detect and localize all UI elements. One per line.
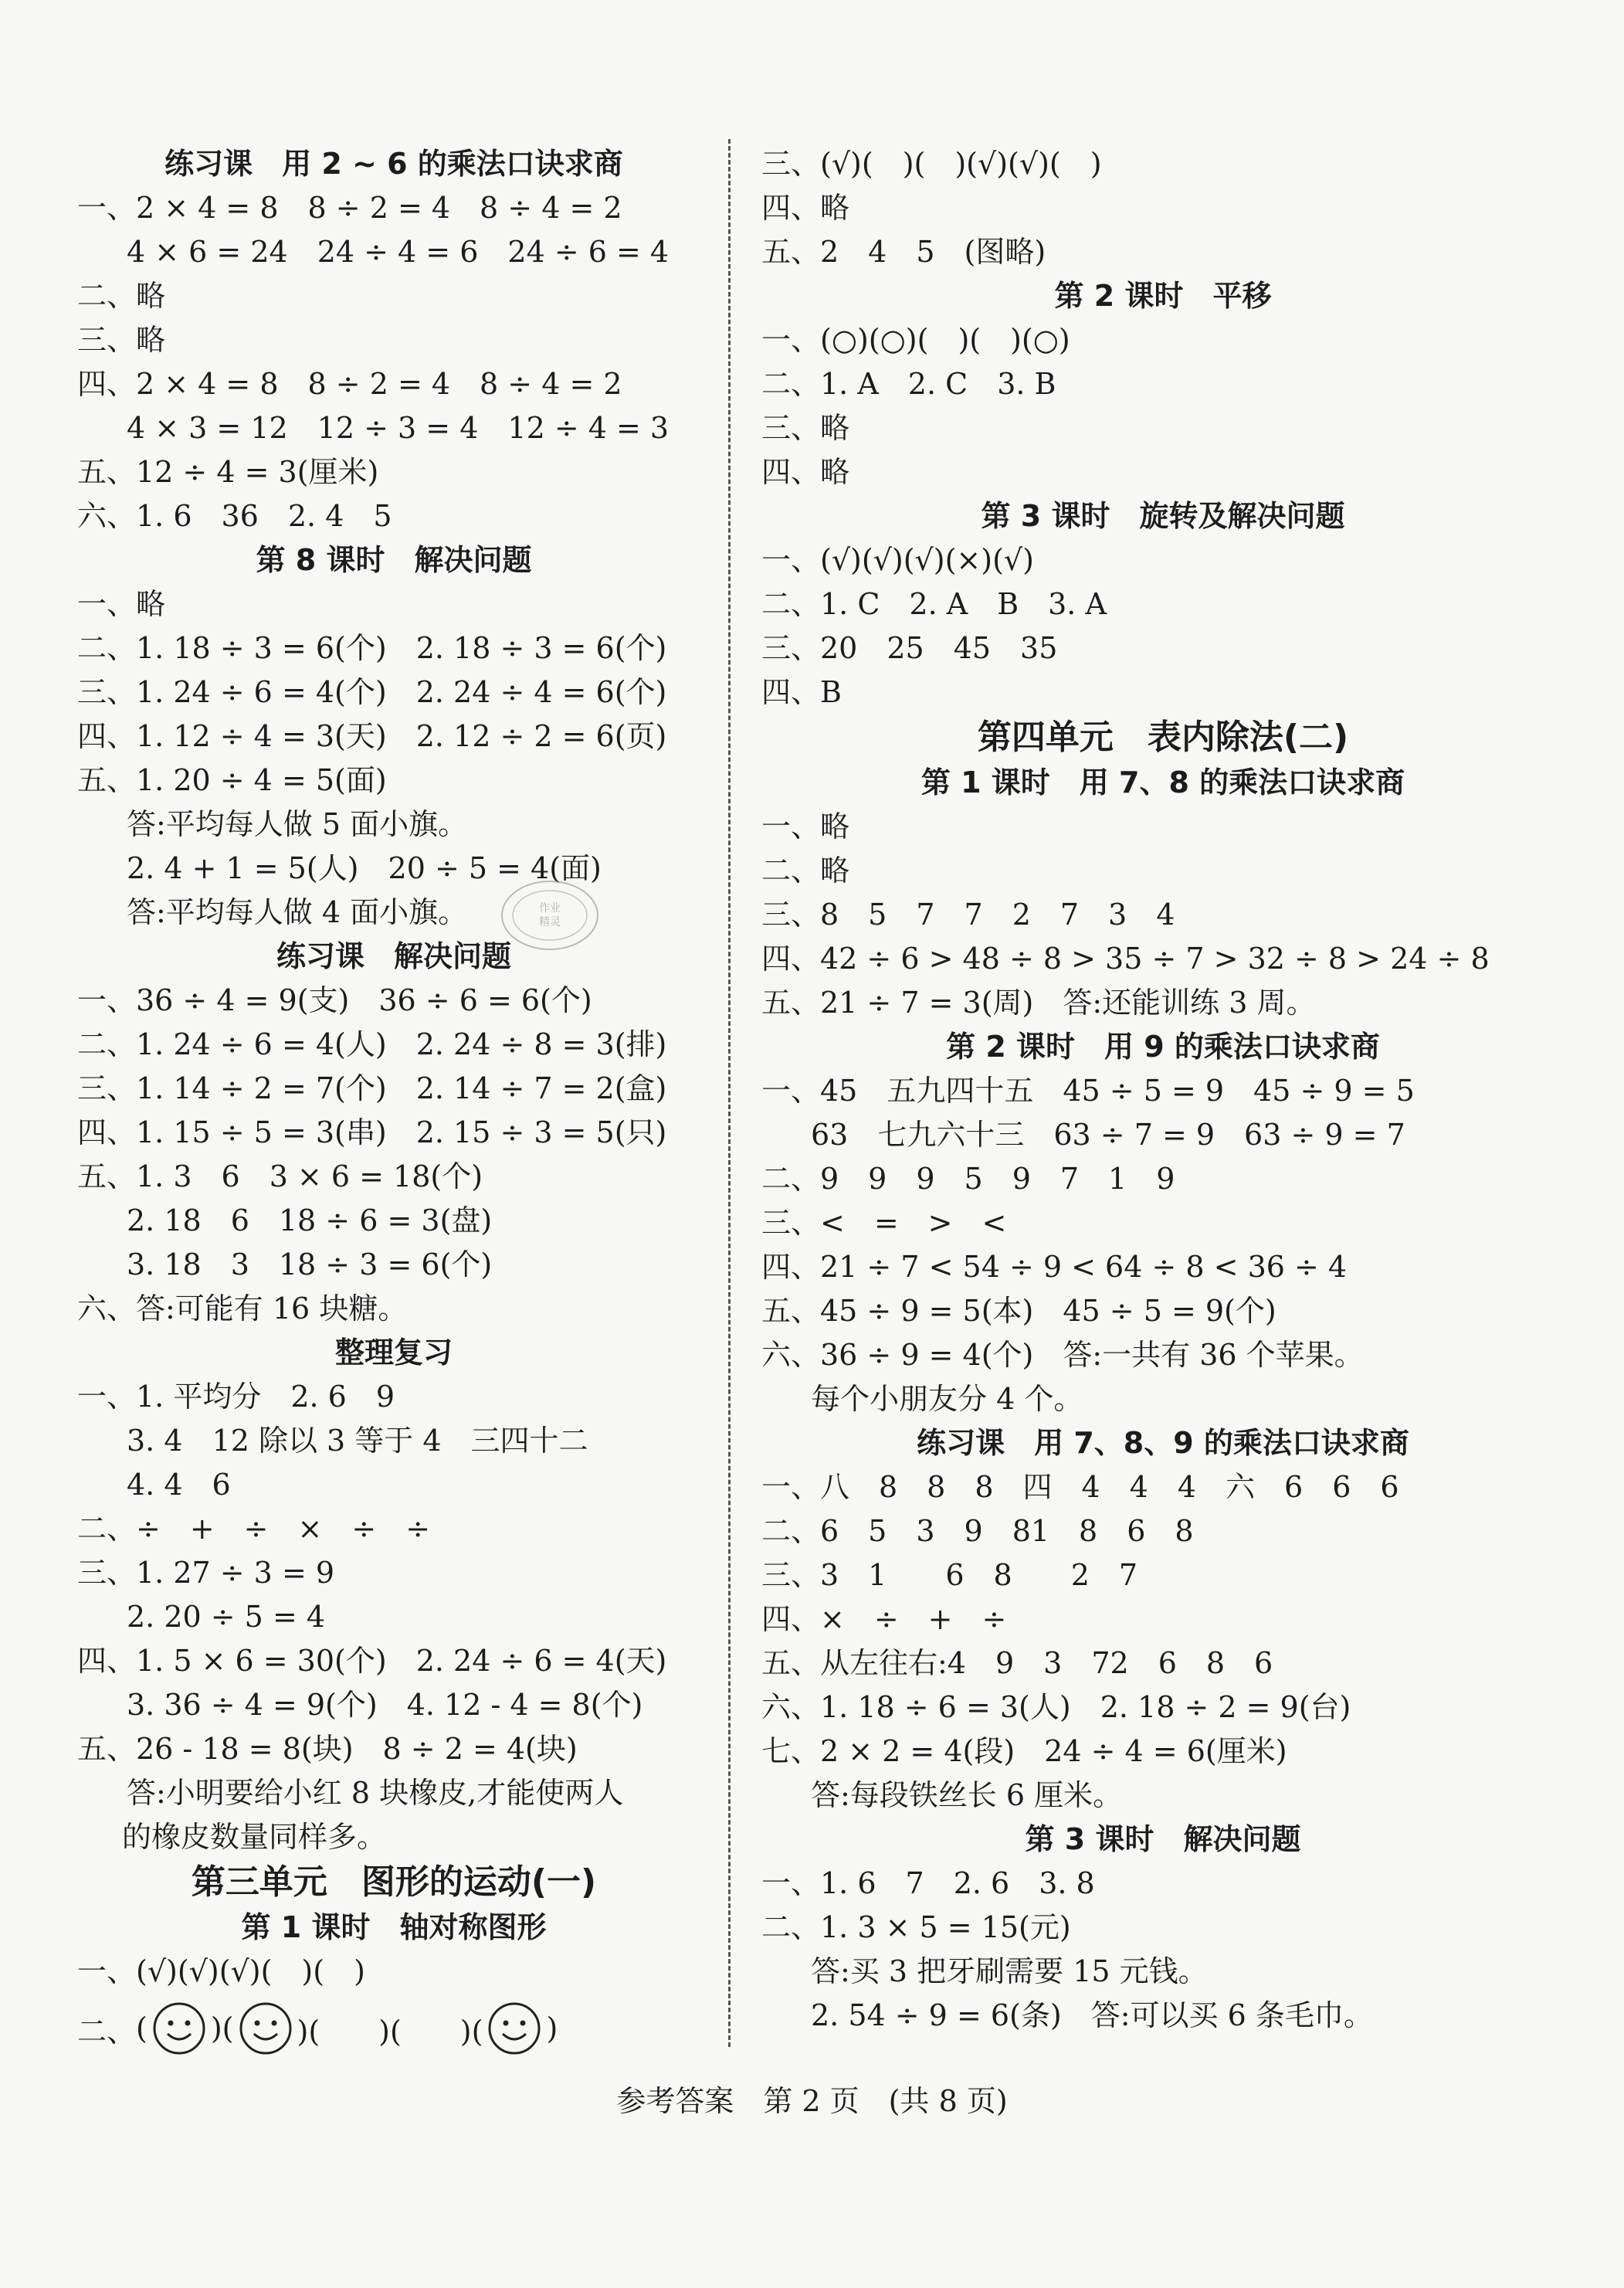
answer-line: 七、2 × 2 = 4(段) 24 ÷ 4 = 6(厘米)	[761, 1734, 1287, 1768]
svg-text:作业: 作业	[539, 902, 561, 915]
answer-line: 二、9 9 9 5 9 7 1 9	[761, 1162, 1175, 1196]
answer-line: 六、答:可能有 16 块糖。	[77, 1292, 408, 1326]
answer-line: 每个小朋友分 4 个。	[811, 1382, 1083, 1416]
answer-line: 一、2 × 4 = 8 8 ÷ 2 = 4 8 ÷ 4 = 2	[77, 191, 622, 225]
answer-line: 一、(√)(√)(√)(×)(√)	[761, 543, 1034, 577]
answer-line: 二、略	[77, 279, 166, 313]
answer-line: 二、1. 24 ÷ 6 = 4(人) 2. 24 ÷ 8 = 3(排)	[77, 1027, 667, 1061]
answer-line: 三、1. 24 ÷ 6 = 4(个) 2. 24 ÷ 4 = 6(个)	[77, 675, 667, 709]
answer-line: 一、(√)(√)(√)( )( )	[77, 1954, 365, 1988]
answer-line: 二、1. 18 ÷ 3 = 6(个) 2. 18 ÷ 3 = 6(个)	[77, 631, 667, 665]
answer-line: 4 × 3 = 12 12 ÷ 3 = 4 12 ÷ 4 = 3	[127, 411, 670, 445]
answer-line: 答:每段铁丝长 6 厘米。	[811, 1778, 1123, 1812]
section-heading: 第 8 课时 解决问题	[256, 543, 532, 577]
section-heading: 第 3 课时 旋转及解决问题	[981, 499, 1345, 533]
answer-line: 三、20 25 45 35	[761, 631, 1058, 665]
answer-line: 2. 18 6 18 ÷ 6 = 3(盘)	[127, 1203, 493, 1237]
answer-line: 3. 4 12 除以 3 等于 4 三四十二	[127, 1424, 588, 1458]
answer-line: 六、1. 18 ÷ 6 = 3(人) 2. 18 ÷ 2 = 9(台)	[761, 1690, 1351, 1724]
answer-line: 三、(√)( )( )(√)(√)( )	[761, 147, 1102, 181]
answer-line: 四、1. 15 ÷ 5 = 3(串) 2. 15 ÷ 3 = 5(只)	[77, 1115, 667, 1149]
answer-line: 一、1. 平均分 2. 6 9	[77, 1380, 395, 1414]
answer-line: 五、12 ÷ 4 = 3(厘米)	[77, 455, 379, 489]
answer-line: 2. 4 + 1 = 5(人) 20 ÷ 5 = 4(面)	[127, 851, 602, 885]
answer-line: 四、B	[761, 675, 842, 709]
answer-line: 四、42 ÷ 6 > 48 ÷ 8 > 35 ÷ 7 > 32 ÷ 8 > 24 ÷ 8	[761, 942, 1490, 976]
answer-line: 一、36 ÷ 4 = 9(支) 36 ÷ 6 = 6(个)	[77, 983, 592, 1017]
page-footer: 参考答案 第 2 页 (共 8 页)	[616, 2084, 1008, 2118]
answer-line: 4. 4 6	[127, 1468, 231, 1502]
answer-line: 四、2 × 4 = 8 8 ÷ 2 = 4 8 ÷ 4 = 2	[77, 367, 622, 401]
section-heading: 第 3 课时 解决问题	[1025, 1822, 1301, 1856]
answer-line: 3. 18 3 18 ÷ 3 = 6(个)	[127, 1248, 493, 1281]
smiley-face-icon	[152, 2001, 206, 2055]
answer-line: 二、6 5 3 9 81 8 6 8	[761, 1514, 1194, 1548]
section-heading: 第 2 课时 平移	[1054, 279, 1272, 313]
answer-line: 四、1. 12 ÷ 4 = 3(天) 2. 12 ÷ 2 = 6(页)	[77, 719, 667, 753]
answer-line: 2. 54 ÷ 9 = 6(条) 答:可以买 6 条毛巾。	[811, 1998, 1373, 2032]
unit-heading: 第四单元 表内除法(二)	[977, 718, 1349, 757]
answer-line: 答:小明要给小红 8 块橡皮,才能使两人	[127, 1776, 624, 1810]
answer-line: 答:平均每人做 4 面小旗。	[127, 895, 468, 929]
answer-line: 三、3 1 6 8 2 7	[761, 1558, 1138, 1592]
smiley-answer-row: 二、 ( )( )( )( )( )	[77, 1994, 710, 2063]
answer-line: 四、× ÷ + ÷	[761, 1602, 1007, 1636]
answer-line: 一、1. 6 7 2. 6 3. 8	[761, 1866, 1095, 1900]
smiley-face-icon	[487, 2001, 541, 2055]
section-heading: 整理复习	[334, 1336, 453, 1370]
answer-line: 二、1. A 2. C 3. B	[761, 367, 1056, 401]
answer-line: 五、45 ÷ 9 = 5(本) 45 ÷ 5 = 9(个)	[761, 1294, 1276, 1328]
row-prefix: 二、	[77, 2014, 137, 2049]
answer-line: 四、21 ÷ 7 < 54 ÷ 9 < 64 ÷ 8 < 36 ÷ 4	[761, 1250, 1348, 1284]
answer-line: 一、45 五九四十五 45 ÷ 5 = 9 45 ÷ 9 = 5	[761, 1074, 1415, 1108]
answer-line: 63 七九六十三 63 ÷ 7 = 9 63 ÷ 9 = 7	[811, 1118, 1405, 1152]
watermark-stamp	[496, 873, 604, 958]
answer-line: 六、1. 6 36 2. 4 5	[77, 499, 392, 533]
smiley-face-icon	[239, 2001, 293, 2055]
answer-line: 一、略	[761, 810, 850, 844]
right-column	[761, 142, 1565, 2038]
answer-line: 答:平均每人做 5 面小旗。	[127, 807, 468, 841]
answer-line: 三、< = > <	[761, 1206, 1007, 1240]
section-heading: 第 1 课时 轴对称图形	[241, 1910, 547, 1944]
answer-line: 五、1. 20 ÷ 4 = 5(面)	[77, 763, 387, 797]
answer-line: 的橡皮数量同样多。	[122, 1820, 387, 1854]
answer-line: 五、从左往右:4 9 3 72 6 8 6	[761, 1646, 1273, 1680]
answer-line: 三、略	[77, 323, 166, 357]
answer-line: 二、1. 3 × 5 = 15(元)	[761, 1910, 1071, 1944]
answer-line: 三、略	[761, 411, 850, 445]
section-heading: 第 1 课时 用 7、8 的乘法口诀求商	[920, 765, 1405, 799]
column-divider	[728, 139, 731, 2047]
answer-line: 四、1. 5 × 6 = 30(个) 2. 24 ÷ 6 = 4(天)	[77, 1644, 667, 1678]
section-heading: 第 2 课时 用 9 的乘法口诀求商	[946, 1030, 1380, 1064]
section-heading: 练习课 解决问题	[276, 939, 511, 973]
answer-line: 答:买 3 把牙刷需要 15 元钱。	[811, 1954, 1208, 1988]
answer-line: 五、2 4 5 (图略)	[761, 235, 1046, 269]
answer-line: 三、1. 14 ÷ 2 = 7(个) 2. 14 ÷ 7 = 2(盒)	[77, 1071, 667, 1105]
answer-line: 一、八 8 8 8 四 4 4 4 六 6 6 6	[761, 1470, 1399, 1504]
answer-line: 三、8 5 7 7 2 7 3 4	[761, 898, 1175, 932]
section-heading: 练习课 用 2 ~ 6 的乘法口诀求商	[164, 147, 623, 181]
answer-line: 3. 36 ÷ 4 = 9(个) 4. 12 - 4 = 8(个)	[127, 1688, 643, 1722]
answer-line: 四、略	[761, 191, 850, 225]
answer-line: 三、1. 27 ÷ 3 = 9	[77, 1556, 335, 1590]
answer-line: 五、1. 3 6 3 × 6 = 18(个)	[77, 1159, 483, 1193]
answer-line: 四、略	[761, 455, 850, 489]
left-column	[77, 142, 710, 2063]
answer-line: 五、21 ÷ 7 = 3(周) 答:还能训练 3 周。	[761, 986, 1316, 1020]
answer-line: 4 × 6 = 24 24 ÷ 4 = 6 24 ÷ 6 = 4	[127, 235, 670, 269]
section-heading: 练习课 用 7、8、9 的乘法口诀求商	[917, 1426, 1409, 1460]
answer-line: 2. 20 ÷ 5 = 4	[127, 1600, 326, 1634]
answer-line: 二、÷ + ÷ × ÷ ÷	[77, 1512, 431, 1546]
answer-line: 五、26 - 18 = 8(块) 8 ÷ 2 = 4(块)	[77, 1732, 578, 1766]
answer-line: 一、略	[77, 587, 166, 621]
svg-text:精灵: 精灵	[539, 916, 561, 928]
answer-line: 一、(○)(○)( )( )(○)	[761, 323, 1070, 357]
unit-heading: 第三单元 图形的运动(一)	[191, 1862, 597, 1902]
answer-line: 二、略	[761, 854, 850, 888]
answer-line: 六、36 ÷ 9 = 4(个) 答:一共有 36 个苹果。	[761, 1338, 1364, 1372]
answer-line: 二、1. C 2. A B 3. A	[761, 587, 1107, 621]
